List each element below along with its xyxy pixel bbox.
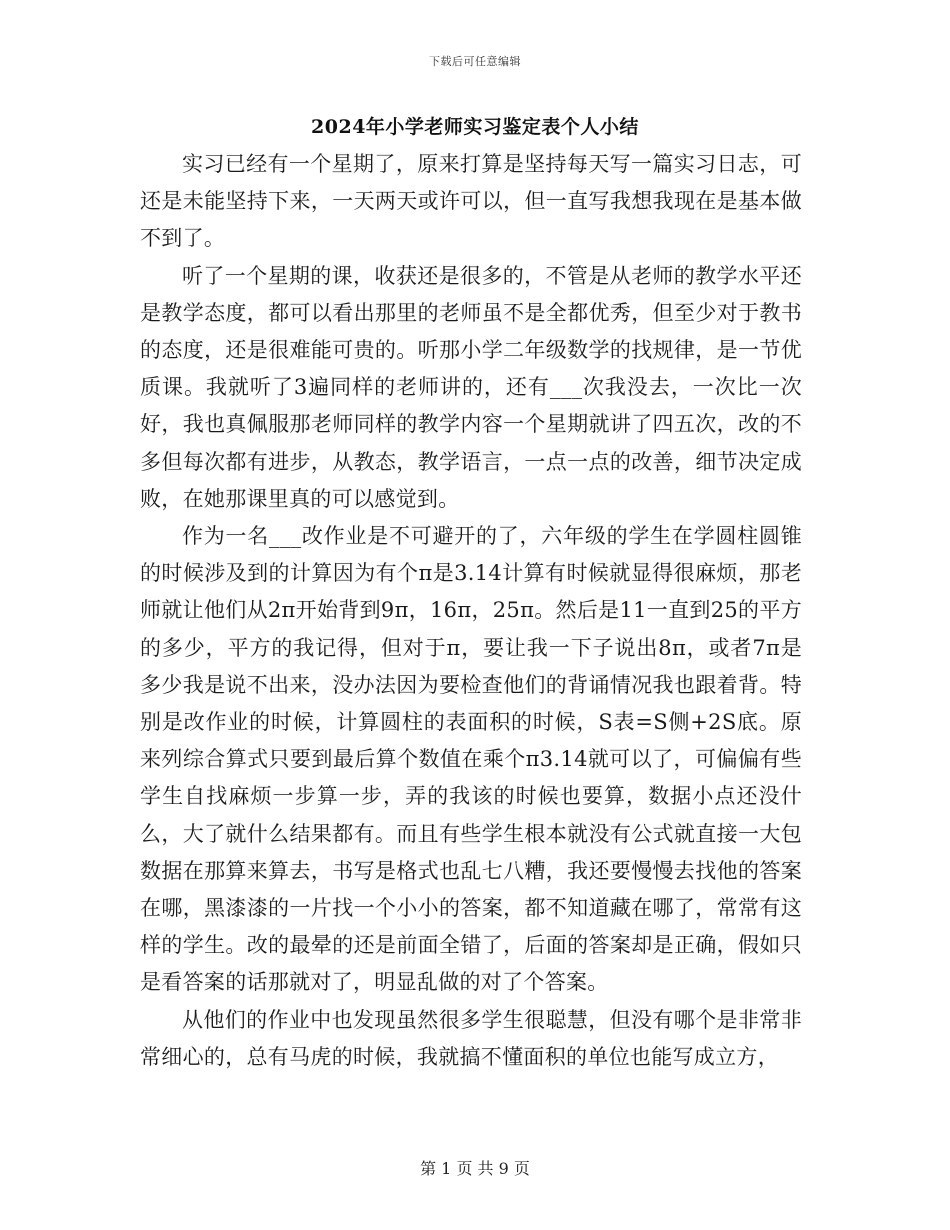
- header-note: 下载后可任意编辑: [429, 55, 521, 68]
- page-number-footer: 第 1 页 共 9 页: [420, 1159, 530, 1178]
- document-body: [140, 146, 802, 1076]
- paragraph: 从他们的作业中也发现虽然很多学生很聪慧，但没有哪个是非常非常细心的，总有马虎的时候，我就搞不懂面积的单位也能写成立方，: [140, 1007, 802, 1069]
- document-title: 2024年小学老师实习鉴定表个人小结: [311, 116, 639, 138]
- paragraph: 实习已经有一个星期了，原来打算是坚持每天写一篇实习日志，可还是未能坚持下来，一天两天或许可以，但一直写我想我现在是基本做不到了。: [140, 152, 802, 251]
- paragraph: 作为一名___改作业是不可避开的了，六年级的学生在学圆柱圆锥的时候涉及到的计算因为有个π是3.14计算有时候就显得很麻烦，那老师就让他们从2π开始背到9π，16π，25π。然后是11一直到25的平方的多少，平方的我记得，但对于π，要让我一下子说出8π，或者7π是多少我是说不出来，没办法因为要检查他们的背诵情况我也跟着背。特别是改作业的时候，计算圆柱的表面积的时候，S表=S侧+2S底。原来列综合算式只要到最后算个数值在乘个π3.14就可以了，可偏偏有些学生自找麻烦一步算一步，弄的我该的时候也要算，数据小点还没什么，大了就什么结果都有。而且有些学生根本就没有公式就直接一大包数据在那算来算去，书写是格式也乱七八糟，我还要慢慢去找他的答案在哪，黑漆漆的一片找一个小小的答案，都不知道藏在哪了，常常有这样的学生。改的最晕的还是前面全错了，后面的答案却是正确，假如只是看答案的话那就对了，明显乱做的对了个答案。: [140, 524, 802, 995]
- paragraph: 听了一个星期的课，收获还是很多的，不管是从老师的教学水平还是教学态度，都可以看出那里的老师虽不是全都优秀，但至少对于教书的态度，还是很难能可贵的。听那小学二年级数学的找规律，是一节优质课。我就听了3遍同样的老师讲的，还有___次我没去，一次比一次好，我也真佩服那老师同样的教学内容一个星期就讲了四五次，改的不多但每次都有进步，从教态，教学语言，一点一点的改善，细节决定成败，在她那课里真的可以感觉到。: [140, 263, 802, 511]
